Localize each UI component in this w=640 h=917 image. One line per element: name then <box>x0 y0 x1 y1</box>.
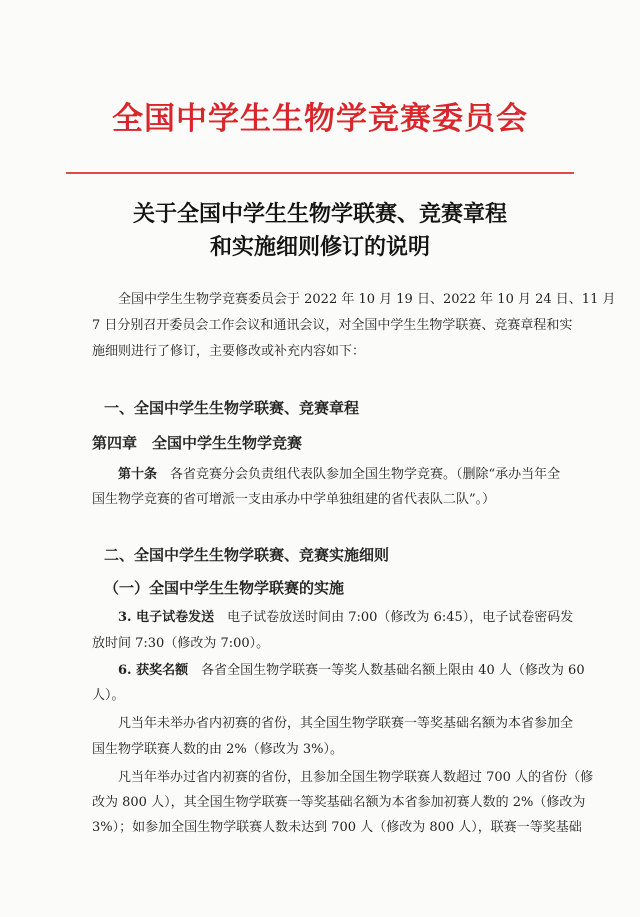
item-6-line-2: 人）。 <box>92 688 125 703</box>
paragraph-2-line-1: 凡当年举办过省内初赛的省份，且参加全国生物学联赛人数超过 700 人的省份（修 <box>118 770 594 785</box>
article-10-line-2: 国生物学竞赛的省可增派一支由承办中学单独组建的省代表队二队”。） <box>92 492 496 507</box>
paragraph-1-line-1: 凡当年未举办省内初赛的省份，其全国生物学联赛一等奖基础名额为本省参加全 <box>118 716 574 731</box>
chapter-4-heading: 第四章 全国中学生生物学竞赛 <box>92 434 303 452</box>
item-3-label: 3. 电子试卷发送 <box>118 610 215 625</box>
item-3-line-1 <box>118 608 573 628</box>
item-3-line-2: 放时间 7:30（修改为 7:00）。 <box>92 636 270 651</box>
item-6-label: 6. 获奖名额 <box>118 663 189 678</box>
item-6-line-1 <box>118 661 585 681</box>
header-divider <box>66 172 574 174</box>
paragraph-1-line-2: 国生物学联赛人数的由 2%（修改为 3%）。 <box>92 742 344 757</box>
item-6-text: 各省全国生物学联赛一等奖人数基础名额上限由 40 人（修改为 60 <box>188 663 585 678</box>
article-10-line-1 <box>118 465 560 485</box>
paragraph-2-line-2: 改为 800 人），其全国生物学联赛一等奖基础名额为本省参加初赛人数的 2%（修改为 <box>92 795 586 810</box>
intro-line-3: 施细则进行了修订，主要修改或补充内容如下： <box>92 344 366 359</box>
section-1-heading: 一、全国中学生生物学联赛、竞赛章程 <box>104 399 360 417</box>
paragraph-2-line-3: 3%）；如参加全国生物学联赛人数未达到 700 人（修改为 800 人），联赛一等奖基础 <box>92 820 582 835</box>
article-10-label: 第十条 <box>118 467 158 482</box>
document-title <box>0 198 640 264</box>
organization-title: 全国中学生生物学竞赛委员会 <box>112 101 528 137</box>
article-10-text: 各省竞赛分会负责组代表队参加全国生物学竞赛。（删除“承办当年全 <box>157 467 561 482</box>
intro-line-1: 全国中学生生物学竞赛委员会于 2022 年 10 月 19 日、2022 年 10 月 24 日、11 月 <box>118 292 616 307</box>
document-title-line-2: 和实施细则修订的说明 <box>209 234 430 260</box>
subsection-1-heading: （一）全国中学生生物学联赛的实施 <box>104 579 345 597</box>
document-title-line-1: 关于全国中学生生物学联赛、竞赛章程 <box>132 201 507 227</box>
section-2-heading: 二、全国中学生生物学联赛、竞赛实施细则 <box>104 546 390 564</box>
item-3-text: 电子试卷放送时间由 7:00（修改为 6:45），电子试卷密码发 <box>214 610 574 625</box>
intro-line-2: 7 日分别召开委员会工作会议和通讯会议，对全国中学生生物学联赛、竞赛章程和实 <box>92 318 573 333</box>
